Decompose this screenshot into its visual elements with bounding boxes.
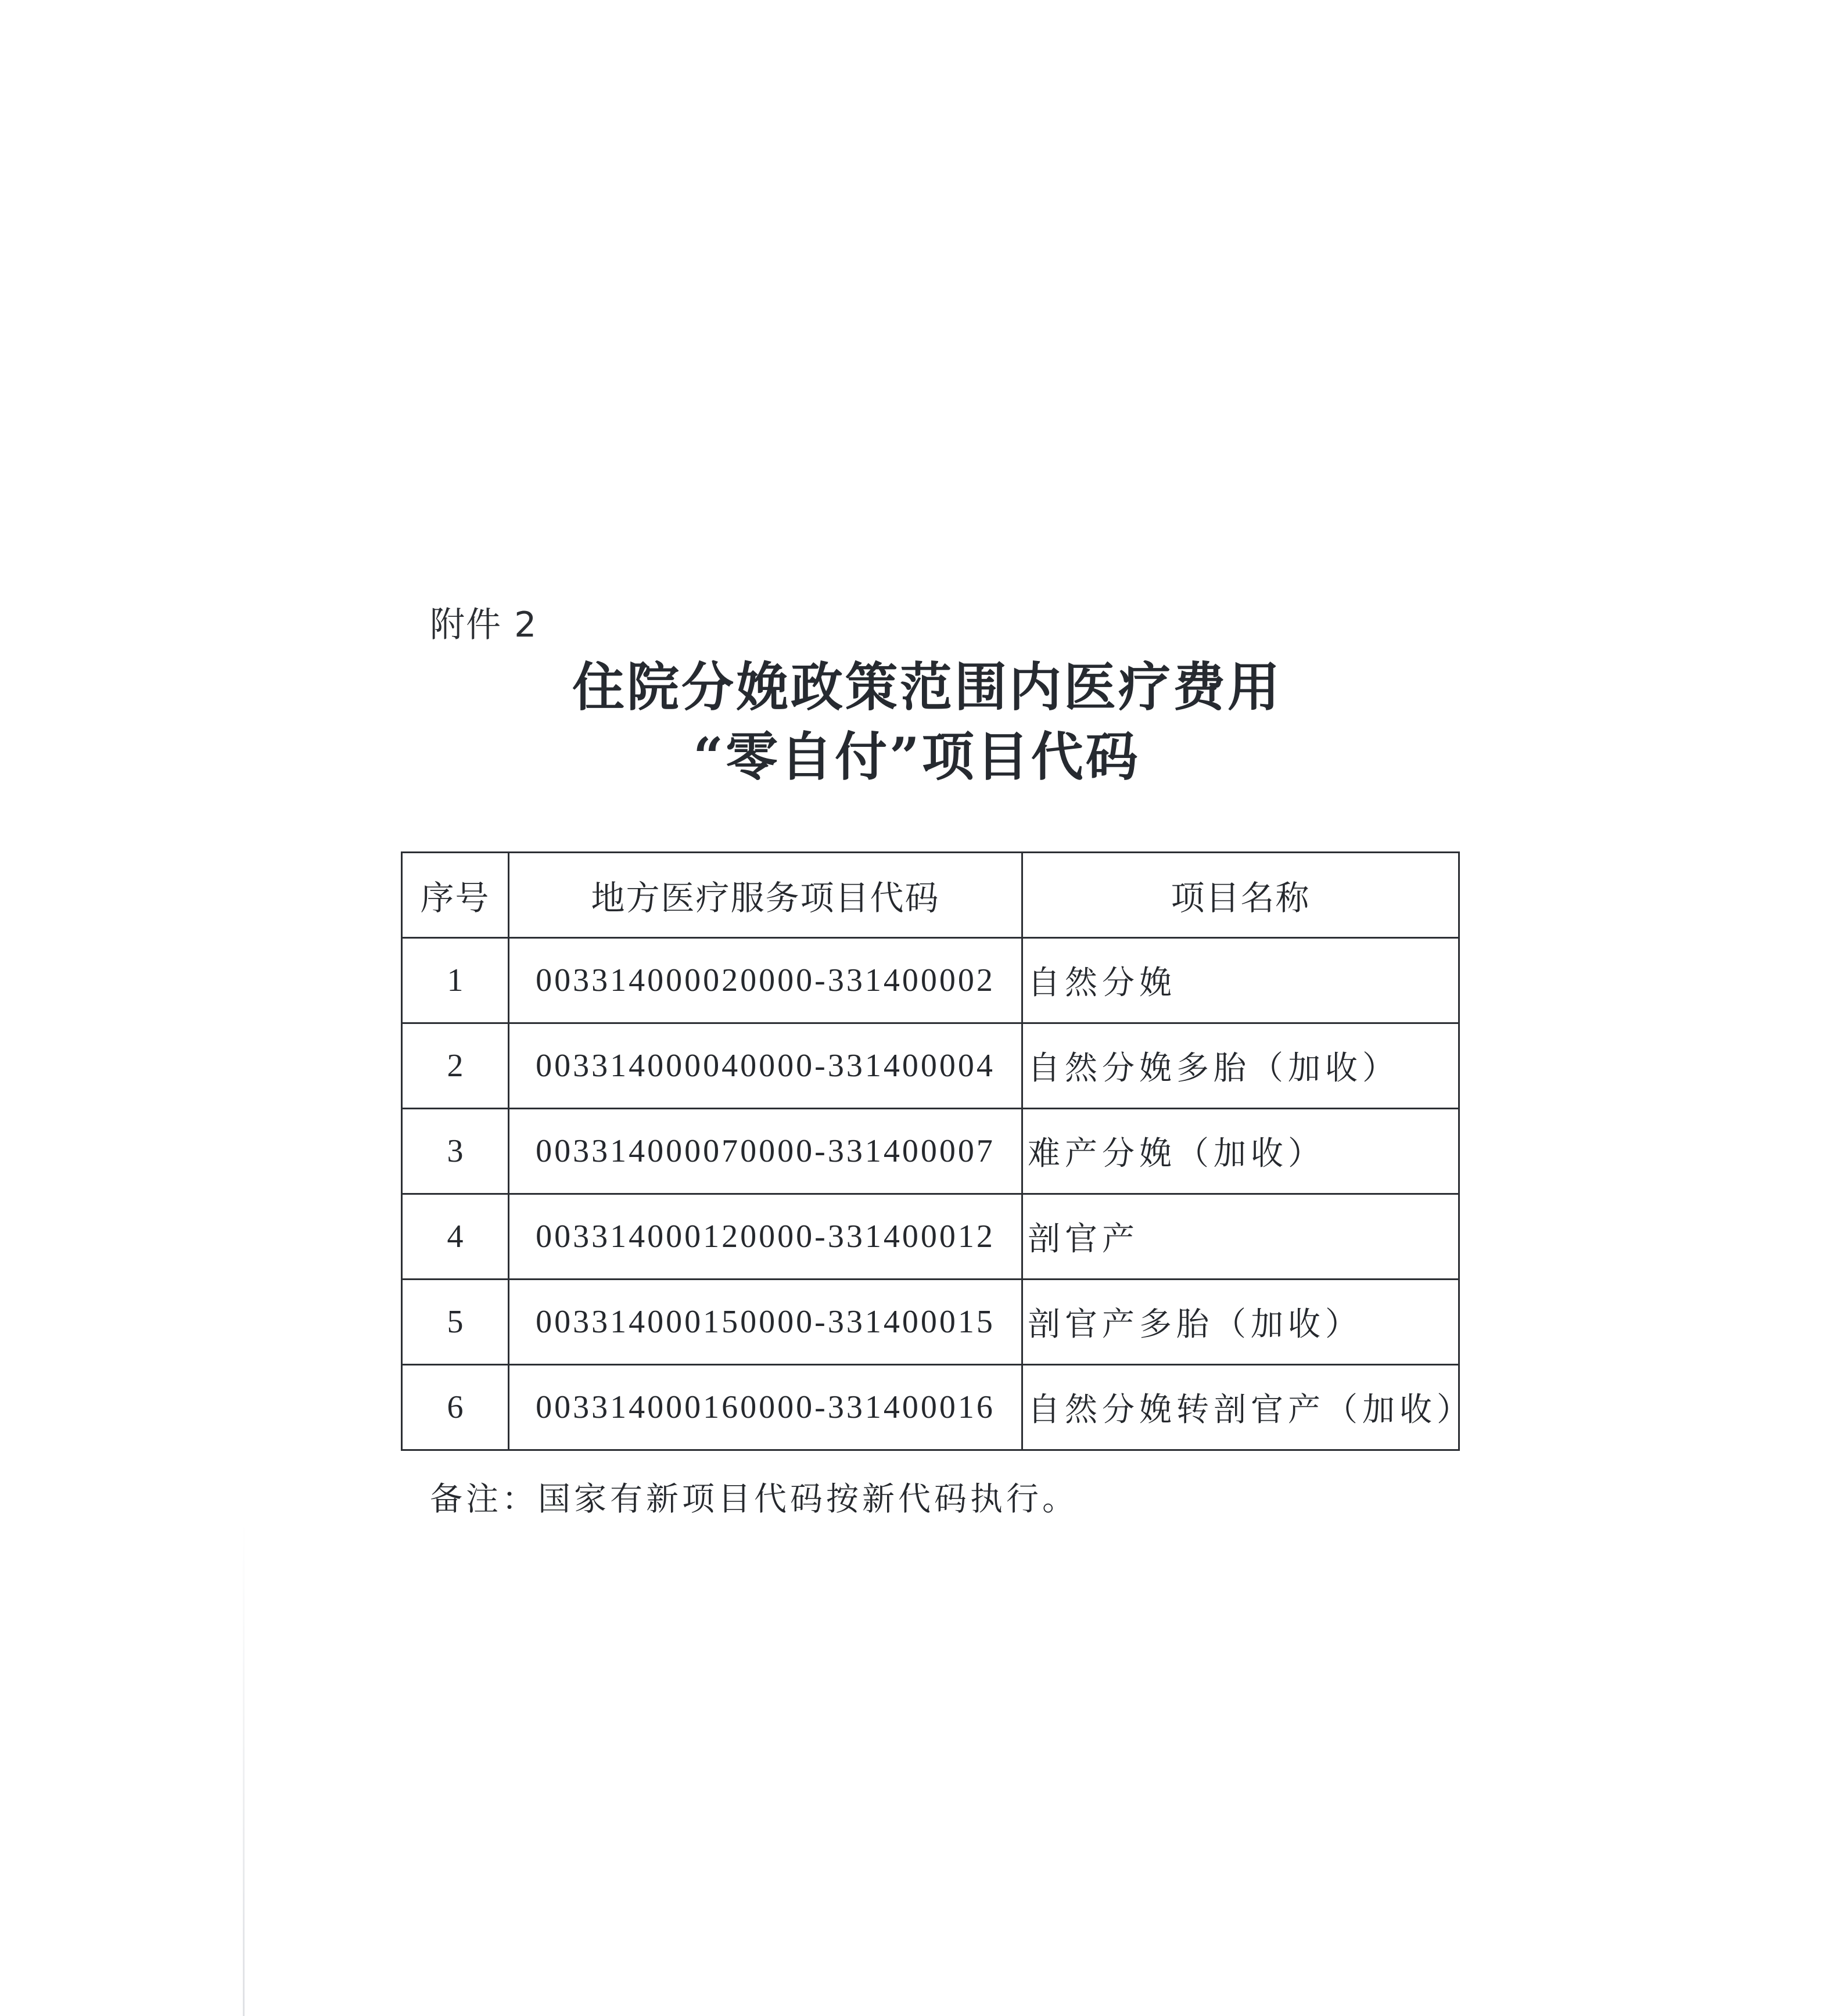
row-name: 难产分娩（加收） [1022,1109,1459,1194]
table-row [402,1194,1459,1280]
row-code: 003314000040000-331400004 [509,1023,1022,1109]
row-name: 自然分娩多胎（加收） [1022,1023,1459,1109]
document-title-line2: “零自付”项目代码 [693,726,1140,788]
project-code-table [401,851,1474,1451]
table-row [402,938,1459,1023]
header-local-code: 地方医疗服务项目代码 [509,853,1022,938]
row-code: 003314000020000-331400002 [509,938,1022,1023]
attachment-label: 附件 2 [430,605,538,645]
row-name: 剖官产 [1022,1194,1459,1280]
table-row [402,1023,1459,1109]
row-name: 剖官产多胎（加收） [1022,1280,1459,1365]
row-code: 003314000150000-331400015 [509,1280,1022,1365]
header-project-name: 项目名称 [1022,853,1459,938]
row-code: 003314000160000-331400016 [509,1365,1022,1450]
table-row [402,1109,1459,1194]
header-serial-number: 序号 [402,853,509,938]
document-title-line1: 住院分娩政策范围内医疗费用 [572,656,1282,718]
table-header-row [402,853,1459,938]
row-serial-number: 5 [402,1280,509,1365]
row-code: 003314000070000-331400007 [509,1109,1022,1194]
row-name: 自然分娩转剖官产（加收） [1022,1365,1459,1450]
row-serial-number: 2 [402,1023,509,1109]
row-code: 003314000120000-331400012 [509,1194,1022,1280]
row-serial-number: 6 [402,1365,509,1450]
row-serial-number: 3 [402,1109,509,1194]
table-row [402,1365,1459,1450]
row-serial-number: 1 [402,938,509,1023]
row-name: 自然分娩 [1022,938,1459,1023]
row-serial-number: 4 [402,1194,509,1280]
table-row [402,1280,1459,1365]
remark-note: 备注：国家有新项目代码按新代码执行。 [430,1480,1078,1518]
scan-edge-shadow [243,1522,245,2016]
